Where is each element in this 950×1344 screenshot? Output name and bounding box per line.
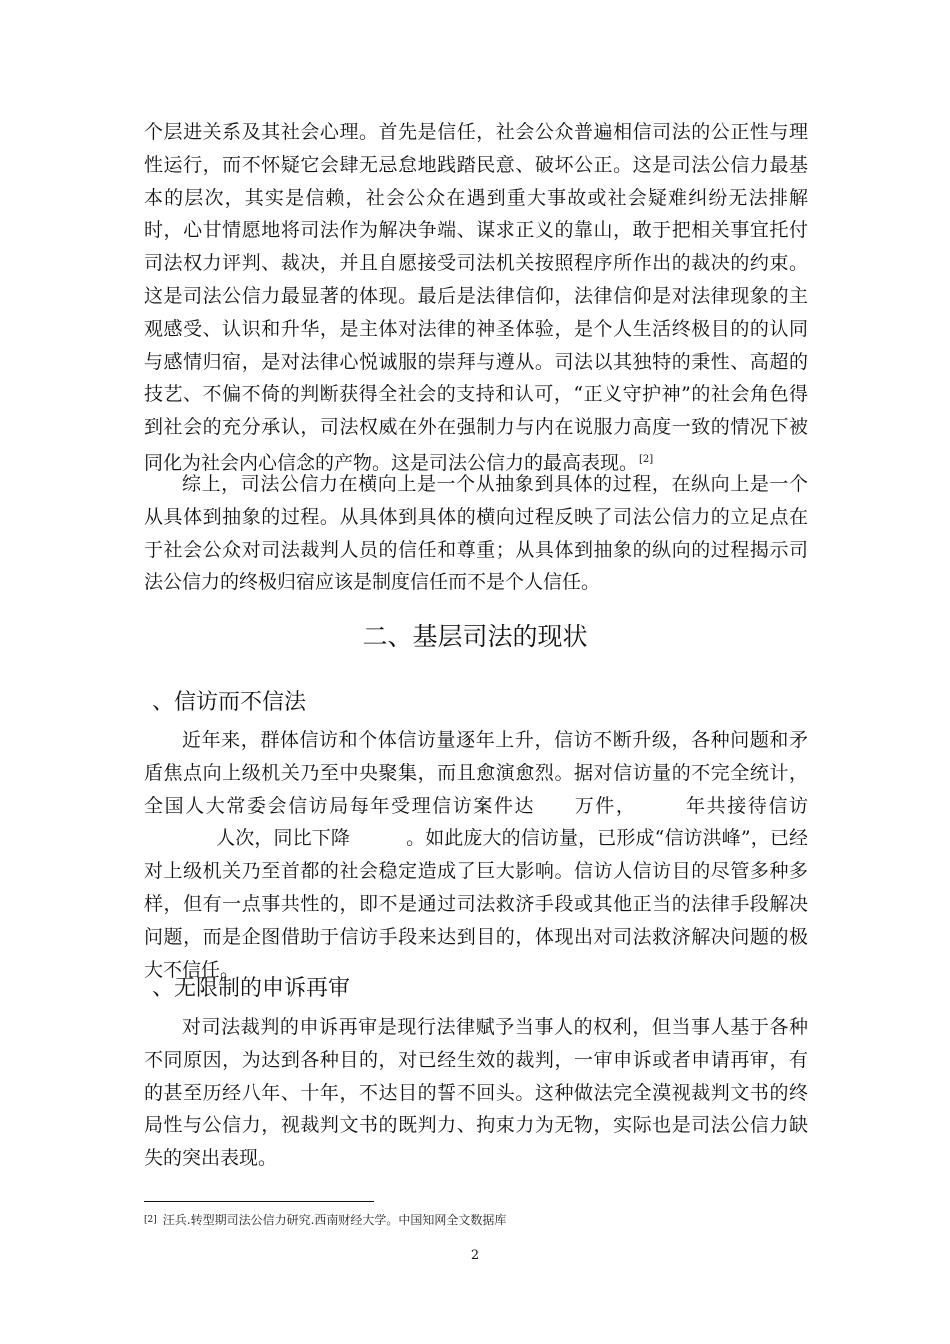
footnote-text: 汪兵.转型期司法公信力研究.西南财经大学。中国知网全文数据库 [162, 1213, 507, 1227]
footnote-mark: [2] [144, 1215, 157, 1225]
paragraph-text-part: 人次，同比下降 [216, 827, 350, 850]
footnote-reference[interactable]: [2] [639, 453, 654, 465]
section-title: 二、基层司法的现状 [362, 622, 588, 651]
paragraph-text: 个层进关系及其社会心理。首先是信任，社会公众普遍相信司法的公正性与理性运行，而不怀疑它会肆无忌怠地践踏民意、破坏公正。这是司法公信力最基本的层次，其实是信赖，社会公众在遇到重大事故或社会疑难纠纷无法排解时，心甘情愿地将司法作为解决争端、谋求正义的靠山，敢于把相关事宜托付司法权力评判、裁决，并且自愿接受司法机关按照程序所作出的裁决的约束。这是司法公信力最显著的体现。最后是法律信仰，法律信仰是对法律现象的主观感受、认识和升华，是主体对法律的神圣体验，是个人生活终极目的的认同与感情归宿，是对法律心悦诚服的崇拜与遵从。司法以其独特的秉性、高超的技艺、不偏不倚的判断获得全社会的支持和认可，“正义守护神”的社会角色得到社会的充分承认，司法权威在外在强制力与内在说服力高度一致的情况下被同化为社会内心信念的产物。这是司法公信力的最高表现。 [144, 121, 808, 474]
paragraph-petition [144, 724, 808, 986]
paragraph-retrial: 对司法裁判的申诉再审是现行法律赋予当事人的权利，但当事人基于各种不同原因，为达到各种目的，对已经生效的裁判，一审申诉或者申请再审，有的甚至历经八年、十年，不达目的誓不回头。这种做法完全漠视裁判文书的终局性与公信力，视裁判文书的既判力、拘束力为无物，实际也是司法公信力缺失的突出表现。 [144, 1016, 808, 1170]
paragraph-public-trust-levels [144, 116, 808, 480]
paragraph-summary: 综上，司法公信力在横向上是一个从抽象到具体的过程，在纵向上是一个从具体到抽象的过程。从具体到具体的横向过程反映了司法公信力的立足点在于社会公众对司法裁判人员的信任和尊重；从具体到抽象的纵向的过程揭示司法公信力的终极归宿应该是制度信任而不是个人信任。 [144, 473, 808, 594]
paragraph-text-part: 。如此庞大的信访量，已形成“信访洪峰”，已经对上级机关乃至首都的社会稳定造成了巨大影响。信访人信访目的尽管多种多样，但有一点事共性的，即不是通过司法救济手段或其他正当的法律手段解决问题，而是企图借助于信访手段来达到目的，体现出对司法救济解决问题的极大不信任。 [144, 827, 808, 981]
footnote-divider [144, 1201, 374, 1202]
paragraph-text-part: 近年来，群体信访和个体信访量逐年上升，信访不断升级，各种问题和矛盾焦点向上级机关乃至中央聚集，而且愈演愈烈。据对信访量的不完全统计，全国人大常委会信访局每年受理信访案件达 [144, 729, 808, 817]
subsection-title-retrial: 、无限制的申诉再审 [152, 976, 351, 1001]
paragraph-text-part: 万件， [573, 794, 637, 817]
paragraph-text-part: 年共接待信访 [684, 794, 808, 817]
page-number: 2 [470, 1248, 480, 1263]
footnote [144, 1211, 506, 1228]
subsection-title-petition: 、信访而不信法 [152, 690, 307, 715]
